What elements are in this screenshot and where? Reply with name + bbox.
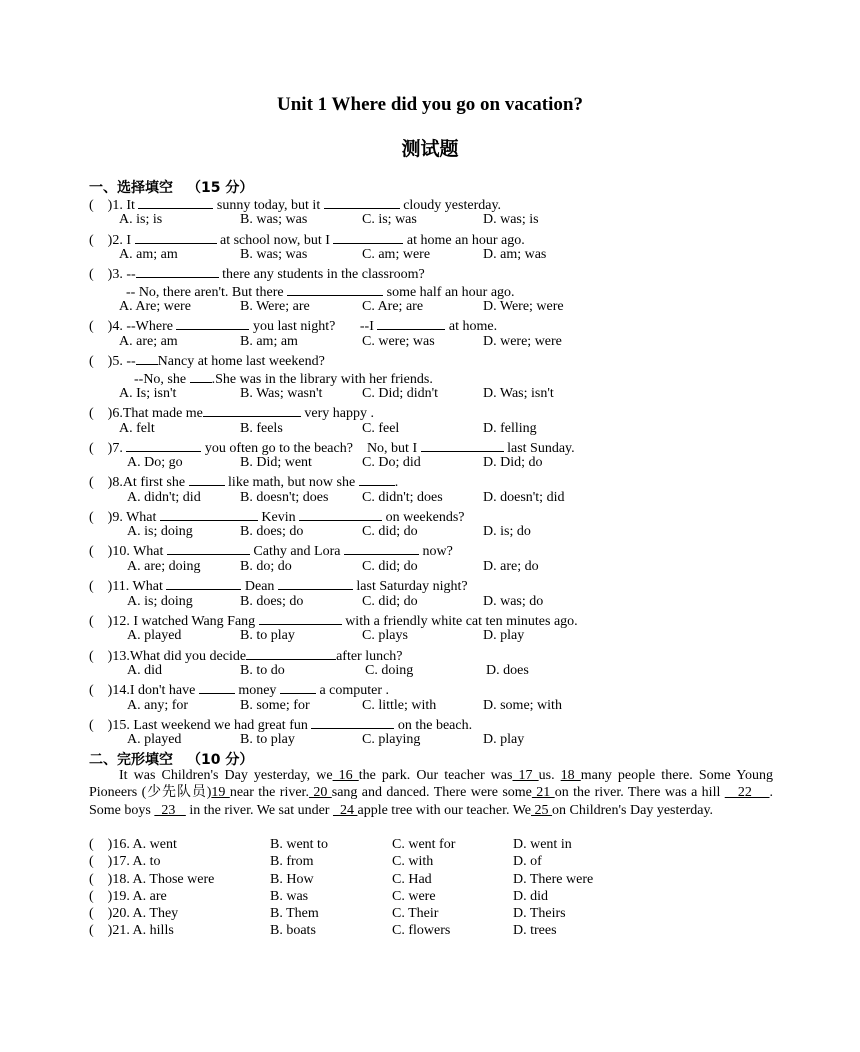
q9-option-c: C. did; do bbox=[362, 524, 418, 539]
q3-option-a: A. Are; were bbox=[119, 299, 191, 314]
q8-option-d: D. doesn't; did bbox=[483, 490, 565, 505]
blank-22: 22 bbox=[724, 785, 770, 801]
q4-option-a: A. are; am bbox=[119, 334, 178, 349]
q4-option-d: D. were; were bbox=[483, 334, 562, 349]
q14-option-d: D. some; with bbox=[483, 698, 562, 713]
q6-option-c: C. feel bbox=[362, 421, 400, 436]
cloze-20-c: C. Their bbox=[392, 906, 439, 921]
q11-option-d: D. was; do bbox=[483, 594, 544, 609]
question-5-line-2: --No, she .She was in the library with her friends. bbox=[134, 369, 433, 388]
blank-18: 18 bbox=[560, 768, 581, 783]
question-8: ( )8.At first she like math, but now she . bbox=[89, 472, 398, 491]
cloze-18-c: C. Had bbox=[392, 872, 432, 887]
q3-option-b: B. Were; are bbox=[240, 299, 310, 314]
cloze-17-d: D. of bbox=[513, 854, 542, 869]
blank-23: 23 bbox=[154, 802, 186, 818]
q15-option-b: B. to play bbox=[240, 732, 295, 747]
cloze-19-d: D. did bbox=[513, 889, 548, 904]
q7-option-d: D. Did; do bbox=[483, 455, 543, 470]
q13-option-d: D. does bbox=[486, 663, 529, 678]
q15-option-c: C. playing bbox=[362, 732, 421, 747]
cloze-17-a: ( )17. A. to bbox=[89, 854, 161, 869]
q9-option-b: B. does; do bbox=[240, 524, 304, 539]
question-1: ( )1. It sunny today, but it cloudy yesterday. bbox=[89, 195, 501, 214]
q1-option-c: C. is; was bbox=[362, 212, 417, 227]
q3-option-d: D. Were; were bbox=[483, 299, 564, 314]
cloze-18-d: D. There were bbox=[513, 872, 594, 887]
q5-option-d: D. Was; isn't bbox=[483, 386, 554, 401]
q2-option-c: C. am; were bbox=[362, 247, 431, 262]
q13-option-c: C. doing bbox=[365, 663, 414, 678]
q14-option-c: C. little; with bbox=[362, 698, 437, 713]
q8-option-b: B. doesn't; does bbox=[240, 490, 329, 505]
q7-option-b: B. Did; went bbox=[240, 455, 312, 470]
q5-option-b: B. Was; wasn't bbox=[240, 386, 323, 401]
cloze-18-b: B. How bbox=[270, 872, 314, 887]
blank-17: 17 bbox=[512, 768, 539, 783]
q11-option-c: C. did; do bbox=[362, 594, 418, 609]
q10-option-c: C. did; do bbox=[362, 559, 418, 574]
cloze-passage: It was Children's Day yesterday, we 16 the park. Our teacher was 17 us. 18 many people there. Some Young Pioneers (少先队员)19 near the river. 20 sang and danced. There were some 21 on the river. There was a hill 22 . Some boys 23 in the river. We sat under 24 apple tree with our teacher. We 25 on Children's Day yesterday. bbox=[89, 768, 774, 818]
question-12: ( )12. I watched Wang Fang with a friendly white cat ten minutes ago. bbox=[89, 611, 578, 630]
q15-option-a: A. played bbox=[127, 732, 182, 747]
cloze-19-a: ( )19. A. are bbox=[89, 889, 167, 904]
cloze-20-b: B. Them bbox=[270, 906, 319, 921]
blank-21: 21 bbox=[531, 785, 555, 801]
q6-option-a: A. felt bbox=[119, 421, 155, 436]
q5-option-a: A. Is; isn't bbox=[119, 386, 177, 401]
cloze-16-b: B. went to bbox=[270, 837, 328, 852]
q11-option-b: B. does; do bbox=[240, 594, 304, 609]
cloze-18-a: ( )18. A. Those were bbox=[89, 872, 215, 887]
q11-option-a: A. is; doing bbox=[127, 594, 193, 609]
question-5: ( )5. -- Nancy at home last weekend? bbox=[89, 351, 325, 370]
cloze-17-b: B. from bbox=[270, 854, 314, 869]
cloze-16-a: ( )16. A. went bbox=[89, 837, 177, 852]
q15-option-d: D. play bbox=[483, 732, 525, 747]
q9-option-d: D. is; do bbox=[483, 524, 531, 539]
q6-option-b: B. feels bbox=[240, 421, 283, 436]
q8-option-c: C. didn't; does bbox=[362, 490, 443, 505]
question-6: ( )6.That made me very happy . bbox=[89, 403, 374, 422]
question-3: ( )3. -- there any students in the classroom? bbox=[89, 264, 425, 283]
blank-16: 16 bbox=[332, 768, 359, 783]
q4-option-c: C. were; was bbox=[362, 334, 435, 349]
q7-option-c: C. Do; did bbox=[362, 455, 421, 470]
question-13: ( )13.What did you decide after lunch? bbox=[89, 646, 403, 665]
cloze-20-d: D. Theirs bbox=[513, 906, 566, 921]
cloze-17-c: C. with bbox=[392, 854, 434, 869]
q14-option-b: B. some; for bbox=[240, 698, 310, 713]
blank-20: 20 bbox=[308, 785, 332, 801]
question-15: ( )15. Last weekend we had great fun on the beach. bbox=[89, 715, 472, 734]
section2-heading: 二、完形填空 （10 分） bbox=[89, 752, 254, 768]
q8-option-a: A. didn't; did bbox=[127, 490, 201, 505]
q12-option-a: A. played bbox=[127, 628, 182, 643]
question-2: ( )2. I at school now, but I at home an hour ago. bbox=[89, 230, 525, 249]
q10-option-d: D. are; do bbox=[483, 559, 539, 574]
question-3-line-2: -- No, there aren't. But there some half an hour ago. bbox=[126, 282, 515, 301]
cloze-21-d: D. trees bbox=[513, 923, 557, 938]
q10-option-a: A. are; doing bbox=[127, 559, 201, 574]
cloze-21-b: B. boats bbox=[270, 923, 316, 938]
q13-option-b: B. to do bbox=[240, 663, 285, 678]
cloze-21-c: C. flowers bbox=[392, 923, 451, 938]
q2-option-d: D. am; was bbox=[483, 247, 547, 262]
blank-24: 24 bbox=[332, 802, 358, 818]
question-11: ( )11. What Dean last Saturday night? bbox=[89, 576, 468, 595]
q7-option-a: A. Do; go bbox=[127, 455, 183, 470]
cloze-21-a: ( )21. A. hills bbox=[89, 923, 174, 938]
q12-option-d: D. play bbox=[483, 628, 525, 643]
q9-option-a: A. is; doing bbox=[127, 524, 193, 539]
q13-option-a: A. did bbox=[127, 663, 162, 678]
section1-heading: 一、选择填空 （15 分） bbox=[89, 180, 254, 196]
q5-option-c: C. Did; didn't bbox=[362, 386, 439, 401]
q6-option-d: D. felling bbox=[483, 421, 537, 436]
cloze-19-c: C. were bbox=[392, 889, 436, 904]
q2-option-b: B. was; was bbox=[240, 247, 308, 262]
q12-option-b: B. to play bbox=[240, 628, 295, 643]
question-4: ( )4. --Where you last night? --I at home. bbox=[89, 316, 497, 335]
q2-option-a: A. am; am bbox=[119, 247, 178, 262]
cloze-16-d: D. went in bbox=[513, 837, 572, 852]
cloze-19-b: B. was bbox=[270, 889, 309, 904]
question-14: ( )14.I don't have money a computer . bbox=[89, 680, 389, 699]
page-title: Unit 1 Where did you go on vacation? bbox=[277, 94, 583, 115]
q1-option-a: A. is; is bbox=[119, 212, 163, 227]
cloze-16-c: C. went for bbox=[392, 837, 456, 852]
cloze-20-a: ( )20. A. They bbox=[89, 906, 179, 921]
blank-19: 19 bbox=[211, 785, 230, 801]
blank-25: 25 bbox=[531, 802, 553, 818]
q3-option-c: C. Are; are bbox=[362, 299, 424, 314]
page-subtitle: 测试题 bbox=[401, 138, 459, 160]
question-9: ( )9. What Kevin on weekends? bbox=[89, 507, 465, 526]
question-10: ( )10. What Cathy and Lora now? bbox=[89, 541, 453, 560]
question-7: ( )7. you often go to the beach? No, but I last Sunday. bbox=[89, 438, 575, 457]
q10-option-b: B. do; do bbox=[240, 559, 292, 574]
q12-option-c: C. plays bbox=[362, 628, 408, 643]
q4-option-b: B. am; am bbox=[240, 334, 298, 349]
q1-option-b: B. was; was bbox=[240, 212, 308, 227]
q1-option-d: D. was; is bbox=[483, 212, 539, 227]
q14-option-a: A. any; for bbox=[127, 698, 189, 713]
